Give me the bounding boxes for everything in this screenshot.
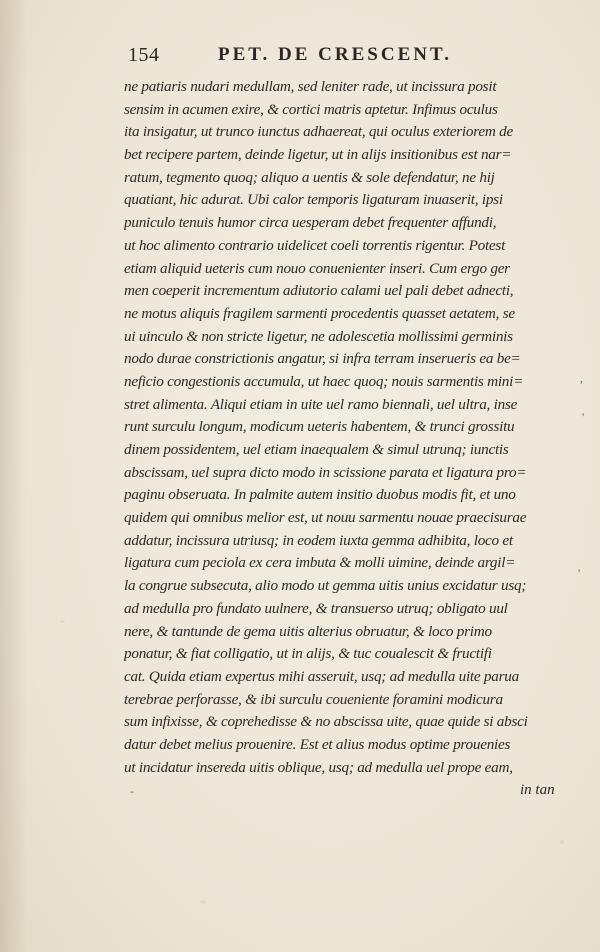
text-line: addatur, incissura utriusq; in eodem iuxta gemma adhibita, loco et <box>124 531 513 549</box>
text-line: bet recipere partem, deinde ligetur, ut in alijs insitionibus est nar= <box>124 146 512 164</box>
paper-spot <box>200 900 206 904</box>
text-line: ut hoc alimento contrario uidelicet coeli torrentis rigentur. Potest <box>124 236 506 254</box>
page-number: 154 <box>128 44 160 66</box>
paper-spot <box>560 840 564 844</box>
text-line: ne motus aliquis fragilem sarmenti procedentis quasset aetatem, se <box>124 304 515 322</box>
text-line: datur debet melius prouenire. Est et alius modus optime prouenies <box>124 735 511 753</box>
text-line: ut incidatur insereda uitis oblique, usq; ad medulla uel prope eam, <box>124 758 513 776</box>
text-line: sum infixisse, & coprehedisse & no abscissa uite, quae quide si absci <box>124 713 528 731</box>
text-line: ne patiaris nudari medullam, sed leniter rade, ut incissura posit <box>124 78 497 95</box>
text-line: nere, & tantunde de gema uitis alterius obruatur, & loco primo <box>124 622 492 640</box>
margin-mark: ' <box>578 566 581 580</box>
text-line: ui uinculo & non stricte ligetur, ne adolescetia mollissimi germinis <box>124 327 513 345</box>
text-line: dinem possidentem, uel etiam inaequalem & simul utrunq; iunctis <box>124 441 509 458</box>
text-line: paginu obseruata. In palmite autem insitio duobus modis fit, et uno <box>124 486 516 504</box>
gutter-shadow <box>0 0 28 952</box>
text-line: stret alimenta. Aliqui etiam in uite uel ramo biennali, uel ultra, inse <box>124 395 518 413</box>
text-line: ponatur, & fiat colligatio, ut in alijs, & tuc coualescit & fructifi <box>124 645 492 663</box>
running-head: PET. DE CRESCENT. <box>218 44 452 65</box>
text-line: neficio congestionis accumula, ut haec quoq; nouis sarmentis mini= <box>124 372 524 390</box>
text-line: sensim in acumen exire, & cortici matris aptetur. Infimus oculus <box>124 100 498 118</box>
text-line: puniculo tenuis humor circa uesperam debet frequenter affundi, <box>124 214 497 232</box>
text-line: ad medulla pro fundato uulnere, & transuerso utruq; obligato uul <box>124 599 508 617</box>
paper-spot <box>60 620 65 623</box>
text-line: ita insigatur, ut trunco iunctus adhaereat, qui oculus exteriorem de <box>124 123 513 141</box>
body-text <box>124 76 564 779</box>
text-line: la congrue subsecuta, alio modo ut gemma uitis unius excidatur usq; <box>124 577 527 595</box>
text-line: abscissam, uel supra dicto modo in scissione parata et ligatura pro= <box>124 463 527 481</box>
text-line: quidem qui omnibus melior est, ut nouu sarmentu nouae praecisurae <box>124 509 527 527</box>
text-line: men coeperit incrementum adiutorio calami uel pali debet adnecti, <box>124 282 514 300</box>
page-header <box>122 44 542 70</box>
text-line: ligatura cum peciola ex cera imbuta & molli uimine, deinde argil= <box>124 554 516 572</box>
text-line: etiam aliquid ueteris cum nouo conuenienter inseri. Cum ergo ger <box>124 259 510 277</box>
margin-mark: ' <box>582 410 585 424</box>
text-line: runt surculu longum, modicum ueteris habentem, & trunci grossitu <box>124 418 515 436</box>
margin-mark: - <box>130 784 134 798</box>
text-line: cat. Quida etiam expertus mihi asseruit, usq; ad medulla uite parua <box>124 667 519 685</box>
catchword: in tan <box>520 782 555 798</box>
text-line: quatiant, hic adurat. Ubi calor temporis ligaturam inuaserit, ipsi <box>124 191 503 209</box>
margin-mark: , <box>580 371 583 385</box>
text-line: terebrae perforasse, & ibi surculu coueniente foramini modicura <box>124 690 503 708</box>
text-line: nodo durae constrictionis angatur, si infra terram inserueris ea be= <box>124 350 521 368</box>
text-line: ratum, tegmento quoq; aliquo a uentis & sole defendatur, ne hij <box>124 168 495 186</box>
